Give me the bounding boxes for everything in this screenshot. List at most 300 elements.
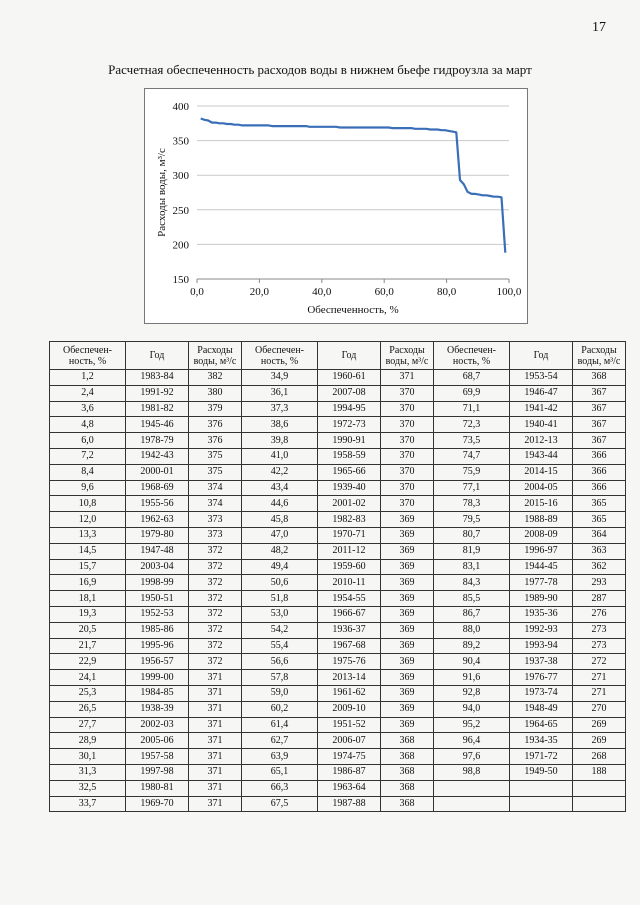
pct-cell: 19,3 — [50, 606, 126, 622]
pct-cell: 12,0 — [50, 512, 126, 528]
y-tick-label: 300 — [172, 170, 189, 183]
pct-cell: 13,3 — [50, 527, 126, 543]
pct-cell: 24,1 — [50, 670, 126, 686]
q-cell: 370 — [381, 480, 434, 496]
pct-cell: 15,7 — [50, 559, 126, 575]
pct-cell: 20,5 — [50, 622, 126, 638]
pct-cell: 30,1 — [50, 749, 126, 765]
table-row — [50, 749, 626, 765]
pct-cell: 3,6 — [50, 401, 126, 417]
y-tick-label: 350 — [172, 135, 189, 148]
pct-cell: 85,5 — [434, 591, 510, 607]
pct-cell: 78,3 — [434, 496, 510, 512]
year-cell: 1961-62 — [318, 685, 381, 701]
column-header-year: Год — [510, 342, 573, 370]
year-cell: 1940-41 — [510, 417, 573, 433]
table-row — [50, 575, 626, 591]
year-cell: 1987-88 — [318, 796, 381, 812]
year-cell: 1982-83 — [318, 512, 381, 528]
pct-cell: 32,5 — [50, 780, 126, 796]
y-tick-label: 250 — [172, 204, 189, 217]
q-cell: 369 — [381, 606, 434, 622]
pct-cell: 37,3 — [242, 401, 318, 417]
pct-cell: 48,2 — [242, 543, 318, 559]
pct-cell: 50,6 — [242, 575, 318, 591]
pct-cell: 84,3 — [434, 575, 510, 591]
pct-cell: 34,9 — [242, 370, 318, 386]
year-cell: 1970-71 — [318, 527, 381, 543]
q-cell: 368 — [573, 370, 626, 386]
q-cell: 367 — [573, 385, 626, 401]
q-cell: 372 — [189, 559, 242, 575]
page-number: 17 — [592, 20, 606, 35]
pct-cell: 53,0 — [242, 606, 318, 622]
x-axis-label: Обеспеченность, % — [307, 304, 399, 316]
q-cell: 371 — [189, 764, 242, 780]
pct-cell: 56,6 — [242, 654, 318, 670]
q-cell: 371 — [189, 749, 242, 765]
pct-cell: 74,7 — [434, 448, 510, 464]
year-cell: 1981-82 — [126, 401, 189, 417]
q-cell: 376 — [189, 433, 242, 449]
pct-cell: 49,4 — [242, 559, 318, 575]
pct-cell — [434, 780, 510, 796]
q-cell: 373 — [189, 512, 242, 528]
q-cell: 272 — [573, 654, 626, 670]
column-header-q: Расходы воды, м³/с — [381, 342, 434, 370]
pct-cell: 6,0 — [50, 433, 126, 449]
q-cell: 369 — [381, 670, 434, 686]
year-cell: 1990-91 — [318, 433, 381, 449]
pct-cell: 33,7 — [50, 796, 126, 812]
q-cell: 271 — [573, 670, 626, 686]
table-row — [50, 654, 626, 670]
year-cell: 1964-65 — [510, 717, 573, 733]
table-row — [50, 417, 626, 433]
column-header-year: Год — [126, 342, 189, 370]
table-row — [50, 606, 626, 622]
pct-cell: 47,0 — [242, 527, 318, 543]
year-cell: 1994-95 — [318, 401, 381, 417]
pct-cell: 95,2 — [434, 717, 510, 733]
x-tick-label: 60,0 — [374, 286, 394, 298]
year-cell: 1968-69 — [126, 480, 189, 496]
q-cell: 273 — [573, 638, 626, 654]
table-header-row — [50, 342, 626, 370]
pct-cell: 10,8 — [50, 496, 126, 512]
pct-cell: 71,1 — [434, 401, 510, 417]
x-tick-label: 100,0 — [496, 286, 522, 298]
pct-cell: 77,1 — [434, 480, 510, 496]
pct-cell: 98,8 — [434, 764, 510, 780]
year-cell: 1969-70 — [126, 796, 189, 812]
q-cell: 374 — [189, 496, 242, 512]
pct-cell: 22,9 — [50, 654, 126, 670]
pct-cell: 39,8 — [242, 433, 318, 449]
year-cell: 2002-03 — [126, 717, 189, 733]
q-cell: 372 — [189, 606, 242, 622]
pct-cell: 8,4 — [50, 464, 126, 480]
q-cell: 368 — [381, 733, 434, 749]
pct-cell: 38,6 — [242, 417, 318, 433]
q-cell — [573, 780, 626, 796]
pct-cell: 63,9 — [242, 749, 318, 765]
table-row — [50, 448, 626, 464]
pct-cell: 72,3 — [434, 417, 510, 433]
year-cell: 2013-14 — [318, 670, 381, 686]
pct-cell: 96,4 — [434, 733, 510, 749]
pct-cell: 83,1 — [434, 559, 510, 575]
q-cell: 367 — [573, 417, 626, 433]
year-cell: 1995-96 — [126, 638, 189, 654]
q-cell: 188 — [573, 764, 626, 780]
table-row — [50, 717, 626, 733]
q-cell: 372 — [189, 638, 242, 654]
year-cell: 1989-90 — [510, 591, 573, 607]
q-cell: 371 — [189, 701, 242, 717]
q-cell: 369 — [381, 575, 434, 591]
year-cell: 2003-04 — [126, 559, 189, 575]
chart-title: Расчетная обеспеченность расходов воды в нижнем бьефе гидроузла за март — [108, 62, 532, 77]
year-cell: 2006-07 — [318, 733, 381, 749]
pct-cell: 81,9 — [434, 543, 510, 559]
q-cell: 362 — [573, 559, 626, 575]
year-cell: 1943-44 — [510, 448, 573, 464]
year-cell: 1974-75 — [318, 749, 381, 765]
q-cell: 367 — [573, 433, 626, 449]
year-cell: 1971-72 — [510, 749, 573, 765]
q-cell: 372 — [189, 622, 242, 638]
year-cell: 1960-61 — [318, 370, 381, 386]
q-cell: 380 — [189, 385, 242, 401]
pct-cell: 44,6 — [242, 496, 318, 512]
year-cell: 1998-99 — [126, 575, 189, 591]
year-cell: 1957-58 — [126, 749, 189, 765]
table-row — [50, 764, 626, 780]
pct-cell: 26,5 — [50, 701, 126, 717]
year-cell: 2000-01 — [126, 464, 189, 480]
table-row — [50, 796, 626, 812]
q-cell: 370 — [381, 417, 434, 433]
year-cell: 1977-78 — [510, 575, 573, 591]
q-cell: 372 — [189, 654, 242, 670]
pct-cell: 41,0 — [242, 448, 318, 464]
year-cell: 1938-39 — [126, 701, 189, 717]
year-cell: 1956-57 — [126, 654, 189, 670]
pct-cell: 42,2 — [242, 464, 318, 480]
q-cell: 366 — [573, 464, 626, 480]
q-cell: 369 — [381, 527, 434, 543]
q-cell: 370 — [381, 464, 434, 480]
q-cell: 372 — [189, 543, 242, 559]
year-cell: 2007-08 — [318, 385, 381, 401]
q-cell: 370 — [381, 385, 434, 401]
pct-cell — [434, 796, 510, 812]
pct-cell: 62,7 — [242, 733, 318, 749]
y-tick-label: 200 — [172, 239, 189, 252]
q-cell: 271 — [573, 685, 626, 701]
year-cell: 2008-09 — [510, 527, 573, 543]
year-cell: 1934-35 — [510, 733, 573, 749]
year-cell: 1954-55 — [318, 591, 381, 607]
q-cell: 368 — [381, 796, 434, 812]
pct-cell: 73,5 — [434, 433, 510, 449]
year-cell: 2001-02 — [318, 496, 381, 512]
y-tick-label: 150 — [172, 274, 189, 286]
q-cell — [573, 796, 626, 812]
q-cell: 369 — [381, 685, 434, 701]
pct-cell: 97,6 — [434, 749, 510, 765]
year-cell: 1991-92 — [126, 385, 189, 401]
pct-cell: 4,8 — [50, 417, 126, 433]
year-cell: 1993-94 — [510, 638, 573, 654]
pct-cell: 2,4 — [50, 385, 126, 401]
year-cell — [510, 780, 573, 796]
q-cell: 287 — [573, 591, 626, 607]
year-cell: 2014-15 — [510, 464, 573, 480]
year-cell: 2012-13 — [510, 433, 573, 449]
year-cell: 1962-63 — [126, 512, 189, 528]
pct-cell: 69,9 — [434, 385, 510, 401]
year-cell: 1935-36 — [510, 606, 573, 622]
table-row — [50, 638, 626, 654]
q-cell: 371 — [189, 796, 242, 812]
q-cell: 368 — [381, 780, 434, 796]
q-cell: 269 — [573, 717, 626, 733]
pct-cell: 59,0 — [242, 685, 318, 701]
pct-cell: 14,5 — [50, 543, 126, 559]
year-cell: 1975-76 — [318, 654, 381, 670]
q-cell: 368 — [381, 749, 434, 765]
year-cell: 1980-81 — [126, 780, 189, 796]
year-cell: 1999-00 — [126, 670, 189, 686]
q-cell: 369 — [381, 559, 434, 575]
year-cell: 1950-51 — [126, 591, 189, 607]
year-cell: 1949-50 — [510, 764, 573, 780]
pct-cell: 16,9 — [50, 575, 126, 591]
q-cell: 374 — [189, 480, 242, 496]
q-cell: 365 — [573, 512, 626, 528]
column-header-pct: Обеспечен-ность, % — [434, 342, 510, 370]
pct-cell: 9,6 — [50, 480, 126, 496]
data-table — [49, 341, 626, 812]
q-cell: 369 — [381, 701, 434, 717]
q-cell: 363 — [573, 543, 626, 559]
pct-cell: 67,5 — [242, 796, 318, 812]
year-cell: 1983-84 — [126, 370, 189, 386]
column-header-pct: Обеспечен-ность, % — [50, 342, 126, 370]
q-cell: 293 — [573, 575, 626, 591]
x-tick-label: 20,0 — [249, 286, 270, 298]
year-cell: 1947-48 — [126, 543, 189, 559]
series-line — [201, 119, 506, 253]
q-cell: 369 — [381, 512, 434, 528]
pct-cell: 7,2 — [50, 448, 126, 464]
pct-cell: 27,7 — [50, 717, 126, 733]
table-row — [50, 780, 626, 796]
pct-cell: 54,2 — [242, 622, 318, 638]
q-cell: 371 — [381, 370, 434, 386]
table-row — [50, 464, 626, 480]
pct-cell: 51,8 — [242, 591, 318, 607]
year-cell: 2005-06 — [126, 733, 189, 749]
year-cell: 1951-52 — [318, 717, 381, 733]
pct-cell: 89,2 — [434, 638, 510, 654]
q-cell: 375 — [189, 464, 242, 480]
q-cell: 369 — [381, 622, 434, 638]
year-cell: 1996-97 — [510, 543, 573, 559]
year-cell: 1952-53 — [126, 606, 189, 622]
q-cell: 376 — [189, 417, 242, 433]
q-cell: 369 — [381, 638, 434, 654]
year-cell: 1988-89 — [510, 512, 573, 528]
pct-cell: 25,3 — [50, 685, 126, 701]
year-cell: 1973-74 — [510, 685, 573, 701]
table-row — [50, 701, 626, 717]
q-cell: 364 — [573, 527, 626, 543]
pct-cell: 21,7 — [50, 638, 126, 654]
year-cell: 1967-68 — [318, 638, 381, 654]
table-row — [50, 527, 626, 543]
pct-cell: 75,9 — [434, 464, 510, 480]
chart — [144, 88, 528, 324]
year-cell: 1942-43 — [126, 448, 189, 464]
pct-cell: 31,3 — [50, 764, 126, 780]
q-cell: 368 — [381, 764, 434, 780]
pct-cell: 86,7 — [434, 606, 510, 622]
year-cell: 1936-37 — [318, 622, 381, 638]
pct-cell: 90,4 — [434, 654, 510, 670]
q-cell: 371 — [189, 780, 242, 796]
q-cell: 370 — [381, 496, 434, 512]
x-tick-label: 40,0 — [312, 286, 332, 298]
q-cell: 369 — [381, 654, 434, 670]
q-cell: 270 — [573, 701, 626, 717]
pct-cell: 91,6 — [434, 670, 510, 686]
year-cell: 1979-80 — [126, 527, 189, 543]
year-cell: 1997-98 — [126, 764, 189, 780]
year-cell: 2011-12 — [318, 543, 381, 559]
q-cell: 365 — [573, 496, 626, 512]
q-cell: 379 — [189, 401, 242, 417]
q-cell: 369 — [381, 717, 434, 733]
q-cell: 269 — [573, 733, 626, 749]
pct-cell: 18,1 — [50, 591, 126, 607]
pct-cell: 45,8 — [242, 512, 318, 528]
pct-cell: 28,9 — [50, 733, 126, 749]
year-cell: 2004-05 — [510, 480, 573, 496]
pct-cell: 57,8 — [242, 670, 318, 686]
x-tick-label: 80,0 — [436, 286, 457, 298]
y-tick-label: 400 — [172, 101, 189, 113]
q-cell: 371 — [189, 670, 242, 686]
q-cell: 366 — [573, 480, 626, 496]
q-cell: 370 — [381, 401, 434, 417]
year-cell: 1945-46 — [126, 417, 189, 433]
table-row — [50, 685, 626, 701]
year-cell — [510, 796, 573, 812]
table-row — [50, 370, 626, 386]
pct-cell: 60,2 — [242, 701, 318, 717]
pct-cell: 65,1 — [242, 764, 318, 780]
q-cell: 370 — [381, 433, 434, 449]
year-cell: 1953-54 — [510, 370, 573, 386]
year-cell: 1984-85 — [126, 685, 189, 701]
chart-svg — [145, 89, 529, 325]
year-cell: 1978-79 — [126, 433, 189, 449]
year-cell: 1966-67 — [318, 606, 381, 622]
pct-cell: 79,5 — [434, 512, 510, 528]
year-cell: 1965-66 — [318, 464, 381, 480]
column-header-pct: Обеспечен-ность, % — [242, 342, 318, 370]
table-row — [50, 559, 626, 575]
table-row — [50, 512, 626, 528]
column-header-q: Расходы воды, м³/с — [189, 342, 242, 370]
q-cell: 276 — [573, 606, 626, 622]
q-cell: 370 — [381, 448, 434, 464]
pct-cell: 92,8 — [434, 685, 510, 701]
year-cell: 1958-59 — [318, 448, 381, 464]
year-cell: 1992-93 — [510, 622, 573, 638]
q-cell: 371 — [189, 733, 242, 749]
q-cell: 382 — [189, 370, 242, 386]
table-row — [50, 670, 626, 686]
pct-cell: 88,0 — [434, 622, 510, 638]
table-row — [50, 496, 626, 512]
table-row — [50, 385, 626, 401]
table-row — [50, 591, 626, 607]
q-cell: 375 — [189, 448, 242, 464]
q-cell: 371 — [189, 717, 242, 733]
year-cell: 1939-40 — [318, 480, 381, 496]
year-cell: 2010-11 — [318, 575, 381, 591]
q-cell: 372 — [189, 575, 242, 591]
q-cell: 273 — [573, 622, 626, 638]
year-cell: 1948-49 — [510, 701, 573, 717]
q-cell: 268 — [573, 749, 626, 765]
q-cell: 369 — [381, 591, 434, 607]
year-cell: 1955-56 — [126, 496, 189, 512]
year-cell: 1941-42 — [510, 401, 573, 417]
pct-cell: 68,7 — [434, 370, 510, 386]
table-row — [50, 733, 626, 749]
year-cell: 2009-10 — [318, 701, 381, 717]
year-cell: 1976-77 — [510, 670, 573, 686]
table-row — [50, 401, 626, 417]
pct-cell: 43,4 — [242, 480, 318, 496]
table-body — [50, 370, 626, 812]
q-cell: 372 — [189, 591, 242, 607]
pct-cell: 94,0 — [434, 701, 510, 717]
table-row — [50, 480, 626, 496]
table-row — [50, 433, 626, 449]
q-cell: 366 — [573, 448, 626, 464]
q-cell: 367 — [573, 401, 626, 417]
pct-cell: 61,4 — [242, 717, 318, 733]
year-cell: 1985-86 — [126, 622, 189, 638]
y-axis-label: Расходы воды, м³/с — [156, 148, 168, 237]
year-cell: 1986-87 — [318, 764, 381, 780]
pct-cell: 66,3 — [242, 780, 318, 796]
pct-cell: 55,4 — [242, 638, 318, 654]
pct-cell: 36,1 — [242, 385, 318, 401]
pct-cell: 80,7 — [434, 527, 510, 543]
table-row — [50, 543, 626, 559]
x-tick-label: 0,0 — [190, 286, 204, 298]
year-cell: 1937-38 — [510, 654, 573, 670]
q-cell: 373 — [189, 527, 242, 543]
pct-cell: 1,2 — [50, 370, 126, 386]
